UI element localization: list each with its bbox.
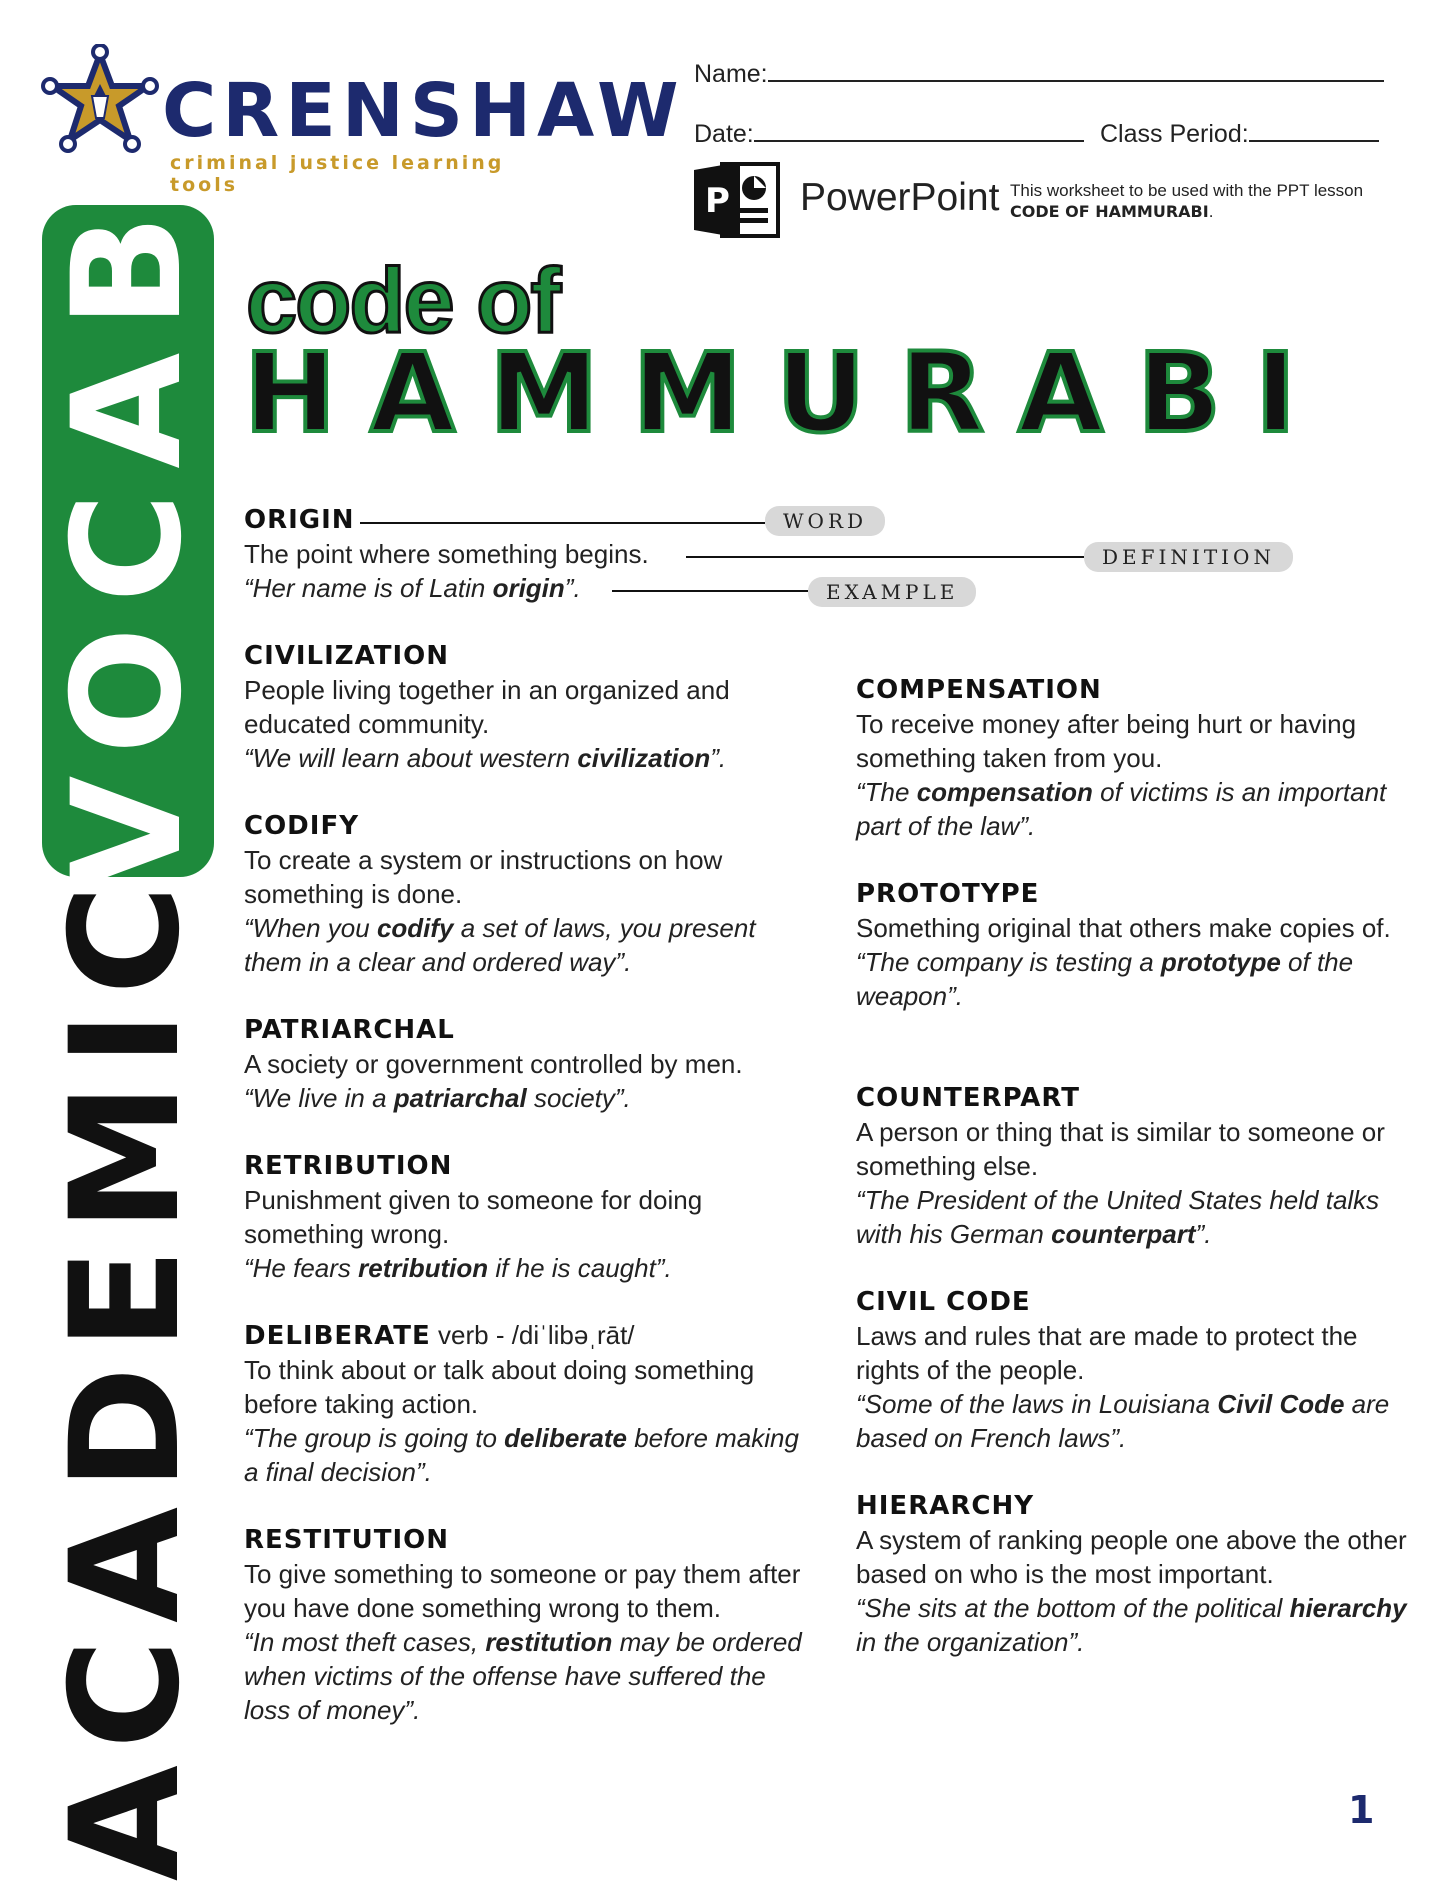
entry-hierarchy: HIERARCHY A system of ranking people one above the other based on who is the most important. “She sits at the bottom of the political hierarchy in the organization”. [856,1491,1407,1657]
entry-compensation: COMPENSATION To receive money after being hurt or having something taken from you. “The compensation of victims is an important part of the law”. [856,675,1387,841]
legend-word: ORIGIN [244,505,355,535]
ppt-note-lesson: CODE OF HAMMURABI [1010,202,1209,221]
entry-civil-code: CIVIL CODE Laws and rules that are made to protect the rights of the people. “Some of the laws in Louisiana Civil Code are based on French laws”. [856,1287,1390,1453]
period-label: Class Period: [1100,120,1249,148]
vocab-pill [41,190,215,892]
ppt-note-suffix: . [1208,202,1214,221]
legend-definition: The point where something begins. [244,539,649,569]
definition-leader-line [686,556,1084,558]
academic-block [38,868,213,1881]
ppt-note-prefix: This worksheet to be used with the PPT lesson [1010,181,1364,200]
entry-deliberate: DELIBERATE verb - /diˈlibəˌrāt/ To think about or talk about doing something before taking action. “The group is going to deliberate before making a final decision”. [244,1320,799,1487]
vocab-label: VOCAB [41,190,215,892]
entry-patriarchal: PATRIARCHAL A society or government controlled by men. “We live in a patriarchal society”. [244,1015,743,1113]
entry-codify: CODIFY To create a system or instructions on how something is done. “When you codify a set of laws, you present them in a clear and ordered way”. [244,811,756,977]
entry-prototype: PROTOTYPE Something original that others make copies of. “The company is testing a prototype of the weapon”. [856,879,1391,1011]
entry-civilization: CIVILIZATION People living together in an organized and educated community. “We will learn about western civilization”. [244,641,730,773]
legend-example: “Her name is of Latin origin”. [244,573,581,603]
side-banner [38,190,215,1881]
entry-counterpart: COUNTERPART A person or thing that is similar to someone or something else. “The President of the United States held talks with his German counterpart”. [856,1083,1385,1249]
name-label: Name: [694,60,768,88]
definition-tag: DEFINITION [1084,542,1293,572]
date-label: Date: [694,120,754,148]
date-field [694,120,1084,149]
word-leader-line [360,522,765,524]
svg-text:P: P [705,181,730,221]
title-hammurabi: HAMMURABI [244,329,1331,457]
crenshaw-logo [40,44,685,196]
logo-name: CRENSHAW [162,68,685,154]
page-number: 1 [1348,1788,1375,1832]
powerpoint-icon [694,158,784,242]
example-tag: EXAMPLE [808,577,976,607]
title-code-of: code of [246,250,560,352]
entry-restitution: RESTITUTION To give something to someone or pay them after you have done something wrong to them. “In most theft cases, restitution may be ordered when victims of the offense have suffered the loss of money”. [244,1525,802,1725]
sheriff-star-icon [40,44,160,164]
entry-retribution: RETRIBUTION Punishment given to someone for doing something wrong. “He fears retribution if he is caught”. [244,1151,703,1283]
name-line[interactable] [768,80,1384,82]
example-leader-line [612,590,808,592]
period-field [1100,120,1379,149]
academic-label: ACADEMIC [38,868,213,1881]
logo-tagline: criminal justice learning tools [170,152,505,196]
word-tag: WORD [765,506,885,536]
name-field [694,60,1384,89]
powerpoint-label: PowerPoint [800,176,1000,219]
period-line[interactable] [1249,140,1379,142]
ppt-note [1010,180,1370,222]
date-line[interactable] [754,140,1084,142]
